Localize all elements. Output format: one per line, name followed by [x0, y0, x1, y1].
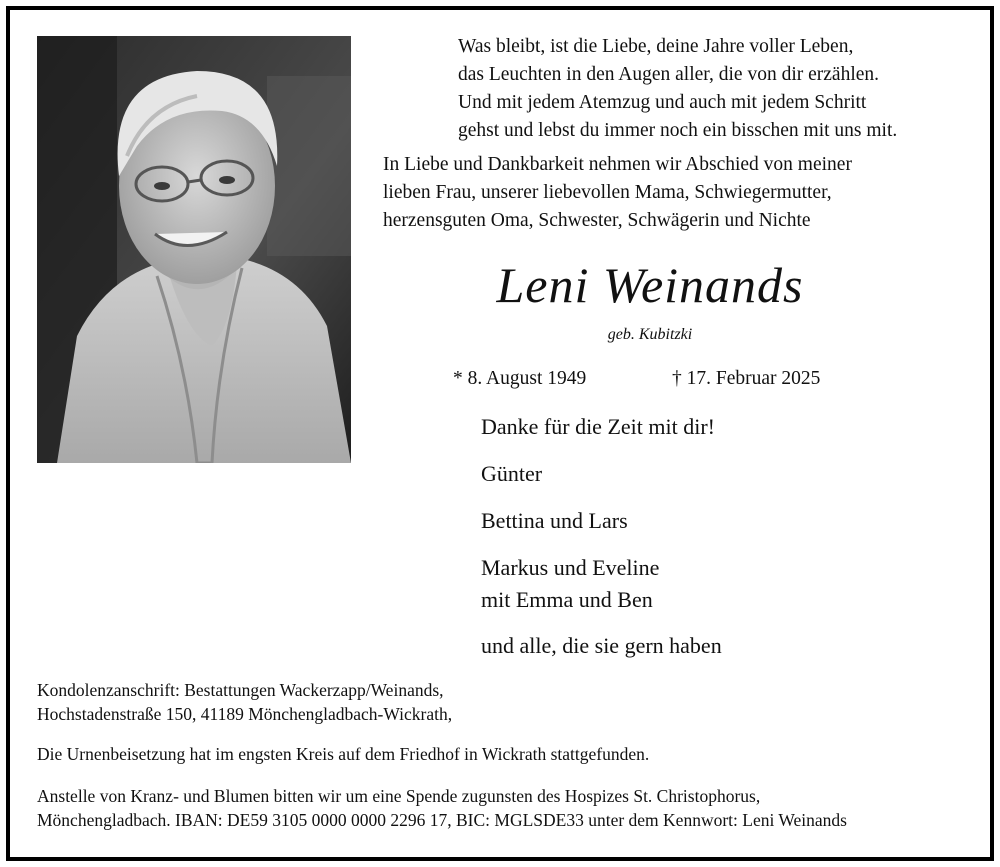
- burial-note: [37, 742, 967, 766]
- farewell-intro: [383, 151, 983, 235]
- family-member: und alle, die sie gern haben: [481, 633, 722, 658]
- condolence-line: Hochstadenstraße 150, 41189 Mönchengladbach-Wickrath,: [37, 704, 453, 724]
- donation-line: Anstelle von Kranz- und Blumen bitten wir um eine Spende zugunsten des Hospizes St. Christophorus,: [37, 786, 761, 806]
- poem-line: gehst und lebst du immer noch ein bisschen mit uns mit.: [458, 120, 898, 141]
- thanks-line: Danke für die Zeit mit dir!: [481, 414, 715, 439]
- intro-line: In Liebe und Dankbarkeit nehmen wir Abschied von meiner: [383, 154, 852, 175]
- condolence-address: [37, 678, 967, 726]
- family-member: Günter: [481, 461, 543, 486]
- condolence-line: Kondolenzanschrift: Bestattungen Wackerzapp/Weinands,: [37, 680, 444, 700]
- maiden-name: geb. Kubitzki: [607, 326, 693, 343]
- poem-line: das Leuchten in den Augen aller, die von dir erzählen.: [458, 64, 880, 85]
- donation-note: [37, 784, 967, 832]
- family-member: Bettina und Lars: [481, 508, 628, 533]
- birth-date: * 8. August 1949: [453, 368, 587, 389]
- burial-line: Die Urnenbeisetzung hat im engsten Kreis auf dem Friedhof in Wickrath stattgefunden.: [37, 744, 650, 764]
- death-date: † 17. Februar 2025: [672, 368, 821, 389]
- poem-verse: [458, 33, 978, 145]
- poem-line: Was bleibt, ist die Liebe, deine Jahre voller Leben,: [458, 36, 854, 57]
- portrait-photo: [37, 36, 351, 463]
- poem-line: Und mit jedem Atemzug und auch mit jedem Schritt: [458, 92, 867, 113]
- donation-line: Mönchengladbach. IBAN: DE59 3105 0000 0000 2296 17, BIC: MGLSDE33 unter dem Kennwort: Leni Weinands: [37, 810, 847, 830]
- family-member: Markus und Eveline: [481, 555, 660, 580]
- intro-line: lieben Frau, unserer liebevollen Mama, Schwiegermutter,: [383, 182, 832, 203]
- intro-line: herzensguten Oma, Schwester, Schwägerin und Nichte: [383, 210, 811, 231]
- family-member: mit Emma und Ben: [481, 587, 653, 612]
- deceased-name: Leni Weinands: [496, 257, 804, 313]
